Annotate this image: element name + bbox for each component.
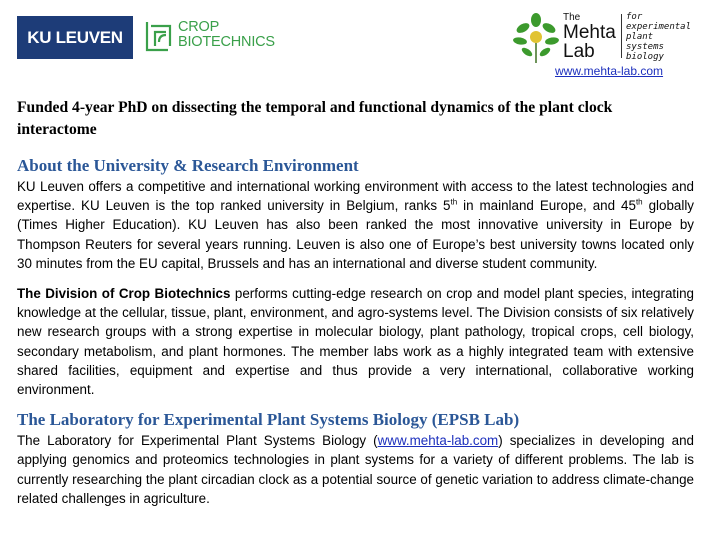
crop-leaf-icon xyxy=(144,18,178,54)
logo-divider xyxy=(621,14,622,58)
mehta-name: Mehta xyxy=(563,22,616,43)
paragraph-university: KU Leuven offers a competitive and international working environment with access to the latest technologies and expertise. KU Leuven is the top ranked university in Belgium, ranks 5th in mainland Europe, and 45th globally (Times Higher Education). KU Leuven has also been ranked the most innovative university in Europe by Thompson Reuters for several years running. Leuven is also one of Europe’s best university towns located only 30 minutes from the EU capital, Brussels and has an international and diverse student community. xyxy=(17,179,694,271)
mehta-url-link[interactable]: www.mehta-lab.com xyxy=(555,64,664,78)
mehta-the: The xyxy=(563,12,581,23)
crop-logo-line1: CROP xyxy=(178,19,220,35)
plant-icon xyxy=(512,12,560,64)
header-logos xyxy=(0,0,715,90)
division-name: The Division of Crop Biotechnics xyxy=(17,286,231,302)
document-body xyxy=(17,97,694,508)
crop-logo-line2: BIOTECHNICS xyxy=(178,34,275,50)
ku-leuven-logo-text: KU LEUVEN xyxy=(27,27,123,47)
crop-biotechnics-logo xyxy=(144,18,284,58)
mehta-tagline: for experimental plant systems biology xyxy=(626,12,692,62)
mehta-lab-logo xyxy=(512,8,707,70)
ku-leuven-logo xyxy=(17,16,133,59)
mehta-lab-word: Lab xyxy=(563,41,595,62)
paragraph-lab: The Laboratory for Experimental Plant Systems Biology (www.mehta-lab.com) specializes in developing and applying genomics and proteomics technologies in plant systems for a variety of different problems. The lab is currently researching the plant circadian clock as a potential source of genetic variation to address climate-change related challenges in agriculture. xyxy=(17,433,694,506)
section-heading-lab: The Laboratory for Experimental Plant Systems Biology (EPSB Lab) xyxy=(17,410,520,430)
page-title: Funded 4-year PhD on dissecting the temporal and functional dynamics of the plant clock interactome xyxy=(17,99,613,138)
paragraph-division: The Division of Crop Biotechnics performs cutting-edge research on crop and model plant species, integrating knowledge at the cellular, tissue, plant, environment, and agro-systems level. The Division consists of six relatively new research groups with a strong expertise in molecular biology, plant pathology, tropical crops, cell biology, secondary metabolism, and plant hormones. The member labs work as a highly integrated team with extensive shared facilities, equipment and expertise and thus provide a very international, collaborative working environment. xyxy=(17,286,694,398)
section-heading-university: About the University & Research Environment xyxy=(17,156,359,175)
lab-website-link[interactable]: www.mehta-lab.com xyxy=(377,433,499,449)
